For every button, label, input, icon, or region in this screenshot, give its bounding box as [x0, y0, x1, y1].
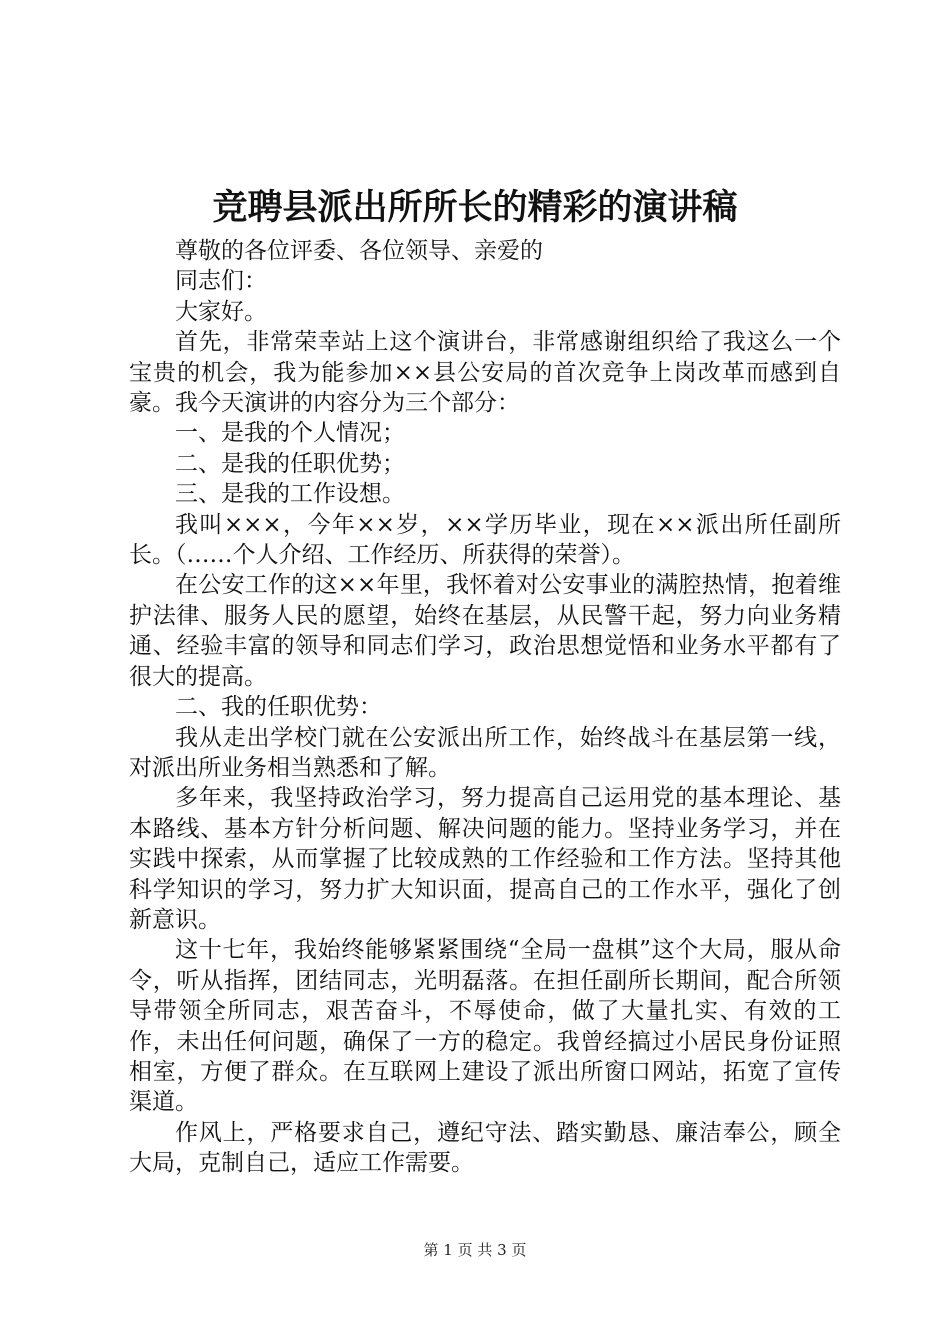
paragraph: 这十七年，我始终能够紧紧围绕“全局一盘棋”这个大局，服从命令，听从指挥，团结同志，光明磊落。在担任副所长期间，配合所领导带领全所同志，艰苦奋斗，不辱使命，做了大量扎实、有效的工作，未出任何问题，确保了一方的稳定。我曾经搞过小居民身份证照相室，方便了群众。在互联网上建设了派出所窗口网站，拓宽了宣传渠道。 [129, 937, 841, 1116]
document-body [129, 236, 841, 1179]
paragraph: 二、我的任职优势： [175, 694, 382, 721]
paragraph: 一、是我的个人情况； [175, 420, 405, 447]
paragraph: 我叫×××，今年××岁，××学历毕业，现在××派出所任副所长。（……个人介绍、工作经历、所获得的荣誉）。 [129, 511, 841, 569]
paragraph: 多年来，我坚持政治学习，努力提高自己运用党的基本理论、基本路线、基本方针分析问题、解决问题的能力。坚持业务学习，并在实践中探索，从而掌握了比较成熟的工作经验和工作方法。坚持其他科学知识的学习，努力扩大知识面，提高自己的工作水平，强化了创新意识。 [129, 785, 841, 933]
paragraph: 首先，非常荣幸站上这个演讲台，非常感谢组织给了我这么一个宝贵的机会，我为能参加××县公安局的首次竞争上岗改革而感到自豪。我今天演讲的内容分为三个部分： [129, 329, 841, 417]
paragraph: 作风上，严格要求自己，遵纪守法、踏实勤恳、廉洁奉公，顾全大局，克制自己，适应工作需要。 [129, 1119, 841, 1177]
paragraph: 我从走出学校门就在公安派出所工作，始终战斗在基层第一线，对派出所业务相当熟悉和了解。 [129, 724, 841, 781]
paragraph: 同志们： [175, 268, 267, 295]
document-title: 竞聘县派出所所长的精彩的演讲稿 [212, 187, 738, 228]
paragraph: 尊敬的各位评委、各位领导、亲爱的 [175, 238, 543, 264]
paragraph: 大家好。 [175, 298, 267, 325]
paragraph: 二、是我的任职优势； [175, 450, 405, 477]
paragraph: 三、是我的工作设想。 [175, 481, 405, 508]
page-number-footer: 第 1 页 共 3 页 [423, 1241, 527, 1259]
paragraph: 在公安工作的这××年里，我怀着对公安事业的满腔热情，抱着维护法律、服务人民的愿望，始终在基层，从民警干起，努力向业务精通、经验丰富的领导和同志们学习，政治思想觉悟和业务水平都有了很大的提高。 [129, 572, 841, 690]
